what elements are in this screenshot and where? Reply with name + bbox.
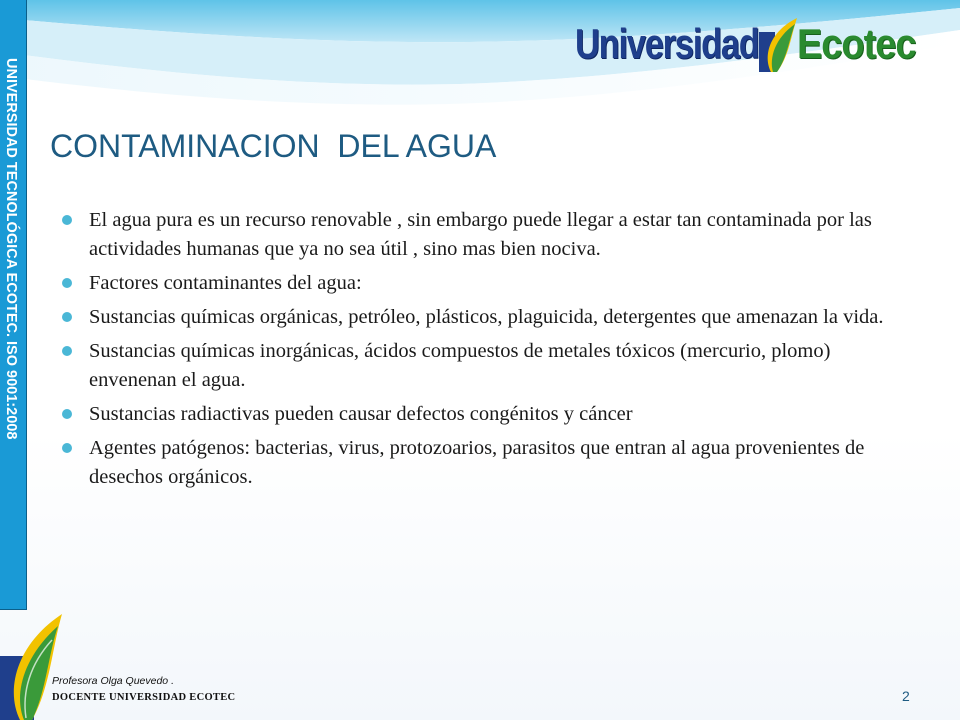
footer-professor: Profesora Olga Quevedo .	[52, 675, 174, 687]
bullet-dot-icon	[62, 312, 72, 322]
bullet-item	[62, 434, 902, 492]
slide-title: CONTAMINACION DEL AGUA	[50, 128, 497, 164]
bullet-text: Sustancias químicas inorgánicas, ácidos compuestos de metales tóxicos (mercurio, plomo) envenenan el agua.	[89, 340, 831, 391]
footer-leaf-icon	[0, 612, 70, 720]
bullet-item	[62, 337, 902, 395]
bullet-text: Sustancias radiactivas pueden causar defectos congénitos y cáncer	[89, 403, 633, 425]
sidebar-vertical-text: UNIVERSIDAD TECNOLÓGICA ECOTEC. ISO 9001:2008	[3, 58, 19, 440]
bullet-dot-icon	[62, 443, 72, 453]
footer-docente: DOCENTE UNIVERSIDAD ECOTEC	[52, 692, 236, 703]
bullet-list	[62, 206, 902, 497]
bullet-text: Sustancias químicas orgánicas, petróleo, plásticos, plaguicida, detergentes que amenazan la vida.	[89, 306, 884, 328]
logo-text-ecotec: Ecotec	[797, 20, 916, 67]
bullet-item	[62, 206, 902, 264]
bullet-text: Agentes patógenos: bacterias, virus, protozoarios, parasitos que entran al agua provenientes de desechos orgánicos.	[89, 437, 865, 488]
bullet-dot-icon	[62, 278, 72, 288]
bullet-dot-icon	[62, 215, 72, 225]
bullet-dot-icon	[62, 409, 72, 419]
bullet-text: Factores contaminantes del agua:	[89, 272, 362, 294]
page-number: 2	[902, 688, 910, 704]
sidebar-band	[0, 0, 27, 610]
bullet-item	[62, 269, 902, 298]
bullet-item	[62, 303, 902, 332]
bullet-dot-icon	[62, 346, 72, 356]
bullet-text: El agua pura es un recurso renovable , sin embargo puede llegar a estar tan contaminada por las actividades humanas que ya no sea útil , sino mas bien nociva.	[89, 209, 872, 260]
university-logo	[575, 14, 945, 74]
logo-text-universidad: Universidad	[575, 20, 759, 67]
bullet-item	[62, 400, 902, 429]
